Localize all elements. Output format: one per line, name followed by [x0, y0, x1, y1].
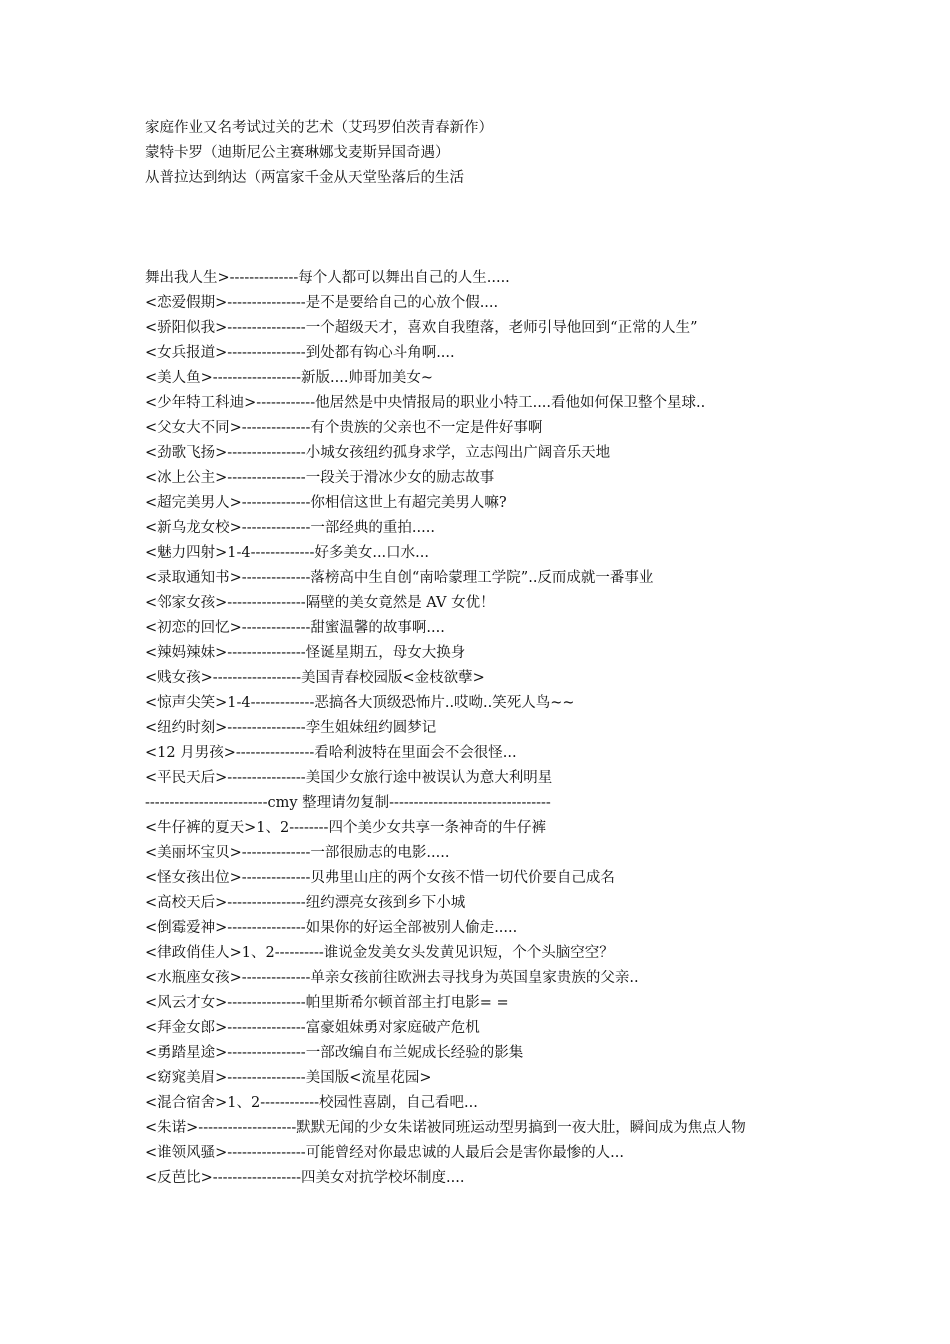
list-item: <牛仔裤的夏天>1、2--------四个美少女共享一条神奇的牛仔裤 [145, 820, 546, 836]
list-item: <风云才女>----------------帕里斯希尔顿首部主打电影= = [145, 995, 509, 1011]
list-item: 舞出我人生>--------------每个人都可以舞出自己的人生..... [145, 270, 510, 286]
list-item: <超完美男人>--------------你相信这世上有超完美男人嘛? [145, 495, 507, 511]
intro-block [145, 116, 825, 191]
list-item: <新乌龙女校>--------------一部经典的重拍..... [145, 520, 435, 536]
list-item: <初恋的回忆>--------------甜蜜温馨的故事啊.... [145, 620, 445, 636]
list-item: <勇踏星途>----------------一部改编自布兰妮成长经验的影集 [145, 1045, 524, 1061]
intro-line: 蒙特卡罗（迪斯尼公主赛琳娜戈麦斯异国奇遇） [145, 145, 450, 161]
document-body [145, 116, 825, 1191]
list-item: <水瓶座女孩>--------------单亲女孩前往欧洲去寻找身为英国皇家贵族的父亲.. [145, 970, 639, 986]
separator-line: -------------------------cmy 整理请勿复制--------------------------------- [145, 795, 551, 811]
list-item: <女兵报道>----------------到处都有钩心斗角啊.... [145, 345, 455, 361]
list-item: <倒霉爱神>----------------如果你的好运全部被别人偷走..... [145, 920, 518, 936]
list-item: <美人鱼>------------------新版....帅哥加美女~ [145, 370, 434, 386]
list-item: <拜金女郎>----------------富豪姐妹勇对家庭破产危机 [145, 1020, 480, 1036]
intro-line: 家庭作业又名考试过关的艺术（艾玛罗伯茨青春新作） [145, 120, 493, 136]
list-item: <邻家女孩>----------------隔壁的美女竟然是 AV 女优！ [145, 595, 495, 611]
list-item: <魅力四射>1-4-------------好多美女...口水... [145, 545, 429, 561]
list-item: <录取通知书>--------------落榜高中生自创“南哈蒙理工学院”..反而成就一番事业 [145, 570, 654, 586]
list-item: <骄阳似我>----------------一个超级天才，喜欢自我堕落，老师引导他回到“正常的人生” [145, 320, 698, 336]
list-item: <高校天后>----------------纽约漂亮女孩到乡下小城 [145, 895, 466, 911]
list-item: <少年特工科迪>------------他居然是中央情报局的职业小特工....看他如何保卫整个星球.. [145, 395, 706, 411]
list-item: <12 月男孩>----------------看哈利波特在里面会不会很怪... [145, 745, 517, 761]
list-item: <朱诺>--------------------默默无闻的少女朱诺被同班运动型男搞到一夜大肚，瞬间成为焦点人物 [145, 1120, 746, 1136]
list-item: <谁领风骚>----------------可能曾经对你最忠诚的人最后会是害你最惨的人... [145, 1145, 625, 1161]
list-item: <贱女孩>------------------美国青春校园版<金枝欲孽> [145, 670, 485, 686]
movie-list [145, 266, 825, 1191]
list-item: <反芭比>------------------四美女对抗学校坏制度.... [145, 1170, 465, 1186]
list-item: <辣妈辣妹>----------------怪诞星期五，母女大换身 [145, 645, 466, 661]
list-item: <冰上公主>----------------一段关于滑冰少女的励志故事 [145, 470, 495, 486]
list-item: <律政俏佳人>1、2----------谁说金发美女头发黄见识短，个个头脑空空？ [145, 945, 614, 961]
list-item: <恋爱假期>----------------是不是要给自己的心放个假.... [145, 295, 499, 311]
list-item: <混合宿舍>1、2------------校园性喜剧，自己看吧... [145, 1095, 478, 1111]
list-item: <美丽坏宝贝>--------------一部很励志的电影..... [145, 845, 450, 861]
list-item: <纽约时刻>----------------孪生姐妹纽约圆梦记 [145, 720, 437, 736]
list-item: <劲歌飞扬>----------------小城女孩纽约孤身求学，立志闯出广阔音乐天地 [145, 445, 611, 461]
list-item: <窈窕美眉>----------------美国版<流星花园> [145, 1070, 432, 1086]
list-item: <父女大不同>--------------有个贵族的父亲也不一定是件好事啊 [145, 420, 543, 436]
intro-line: 从普拉达到纳达（两富家千金从天堂坠落后的生活 [145, 170, 464, 186]
list-item: <怪女孩出位>--------------贝弗里山庄的两个女孩不惜一切代价要自己成名 [145, 870, 615, 886]
spacer [145, 191, 825, 266]
list-item: <惊声尖笑>1-4-------------恶搞各大顶级恐怖片..哎呦..笑死人鸟~~ [145, 695, 575, 711]
list-item: <平民天后>----------------美国少女旅行途中被误认为意大利明星 [145, 770, 553, 786]
